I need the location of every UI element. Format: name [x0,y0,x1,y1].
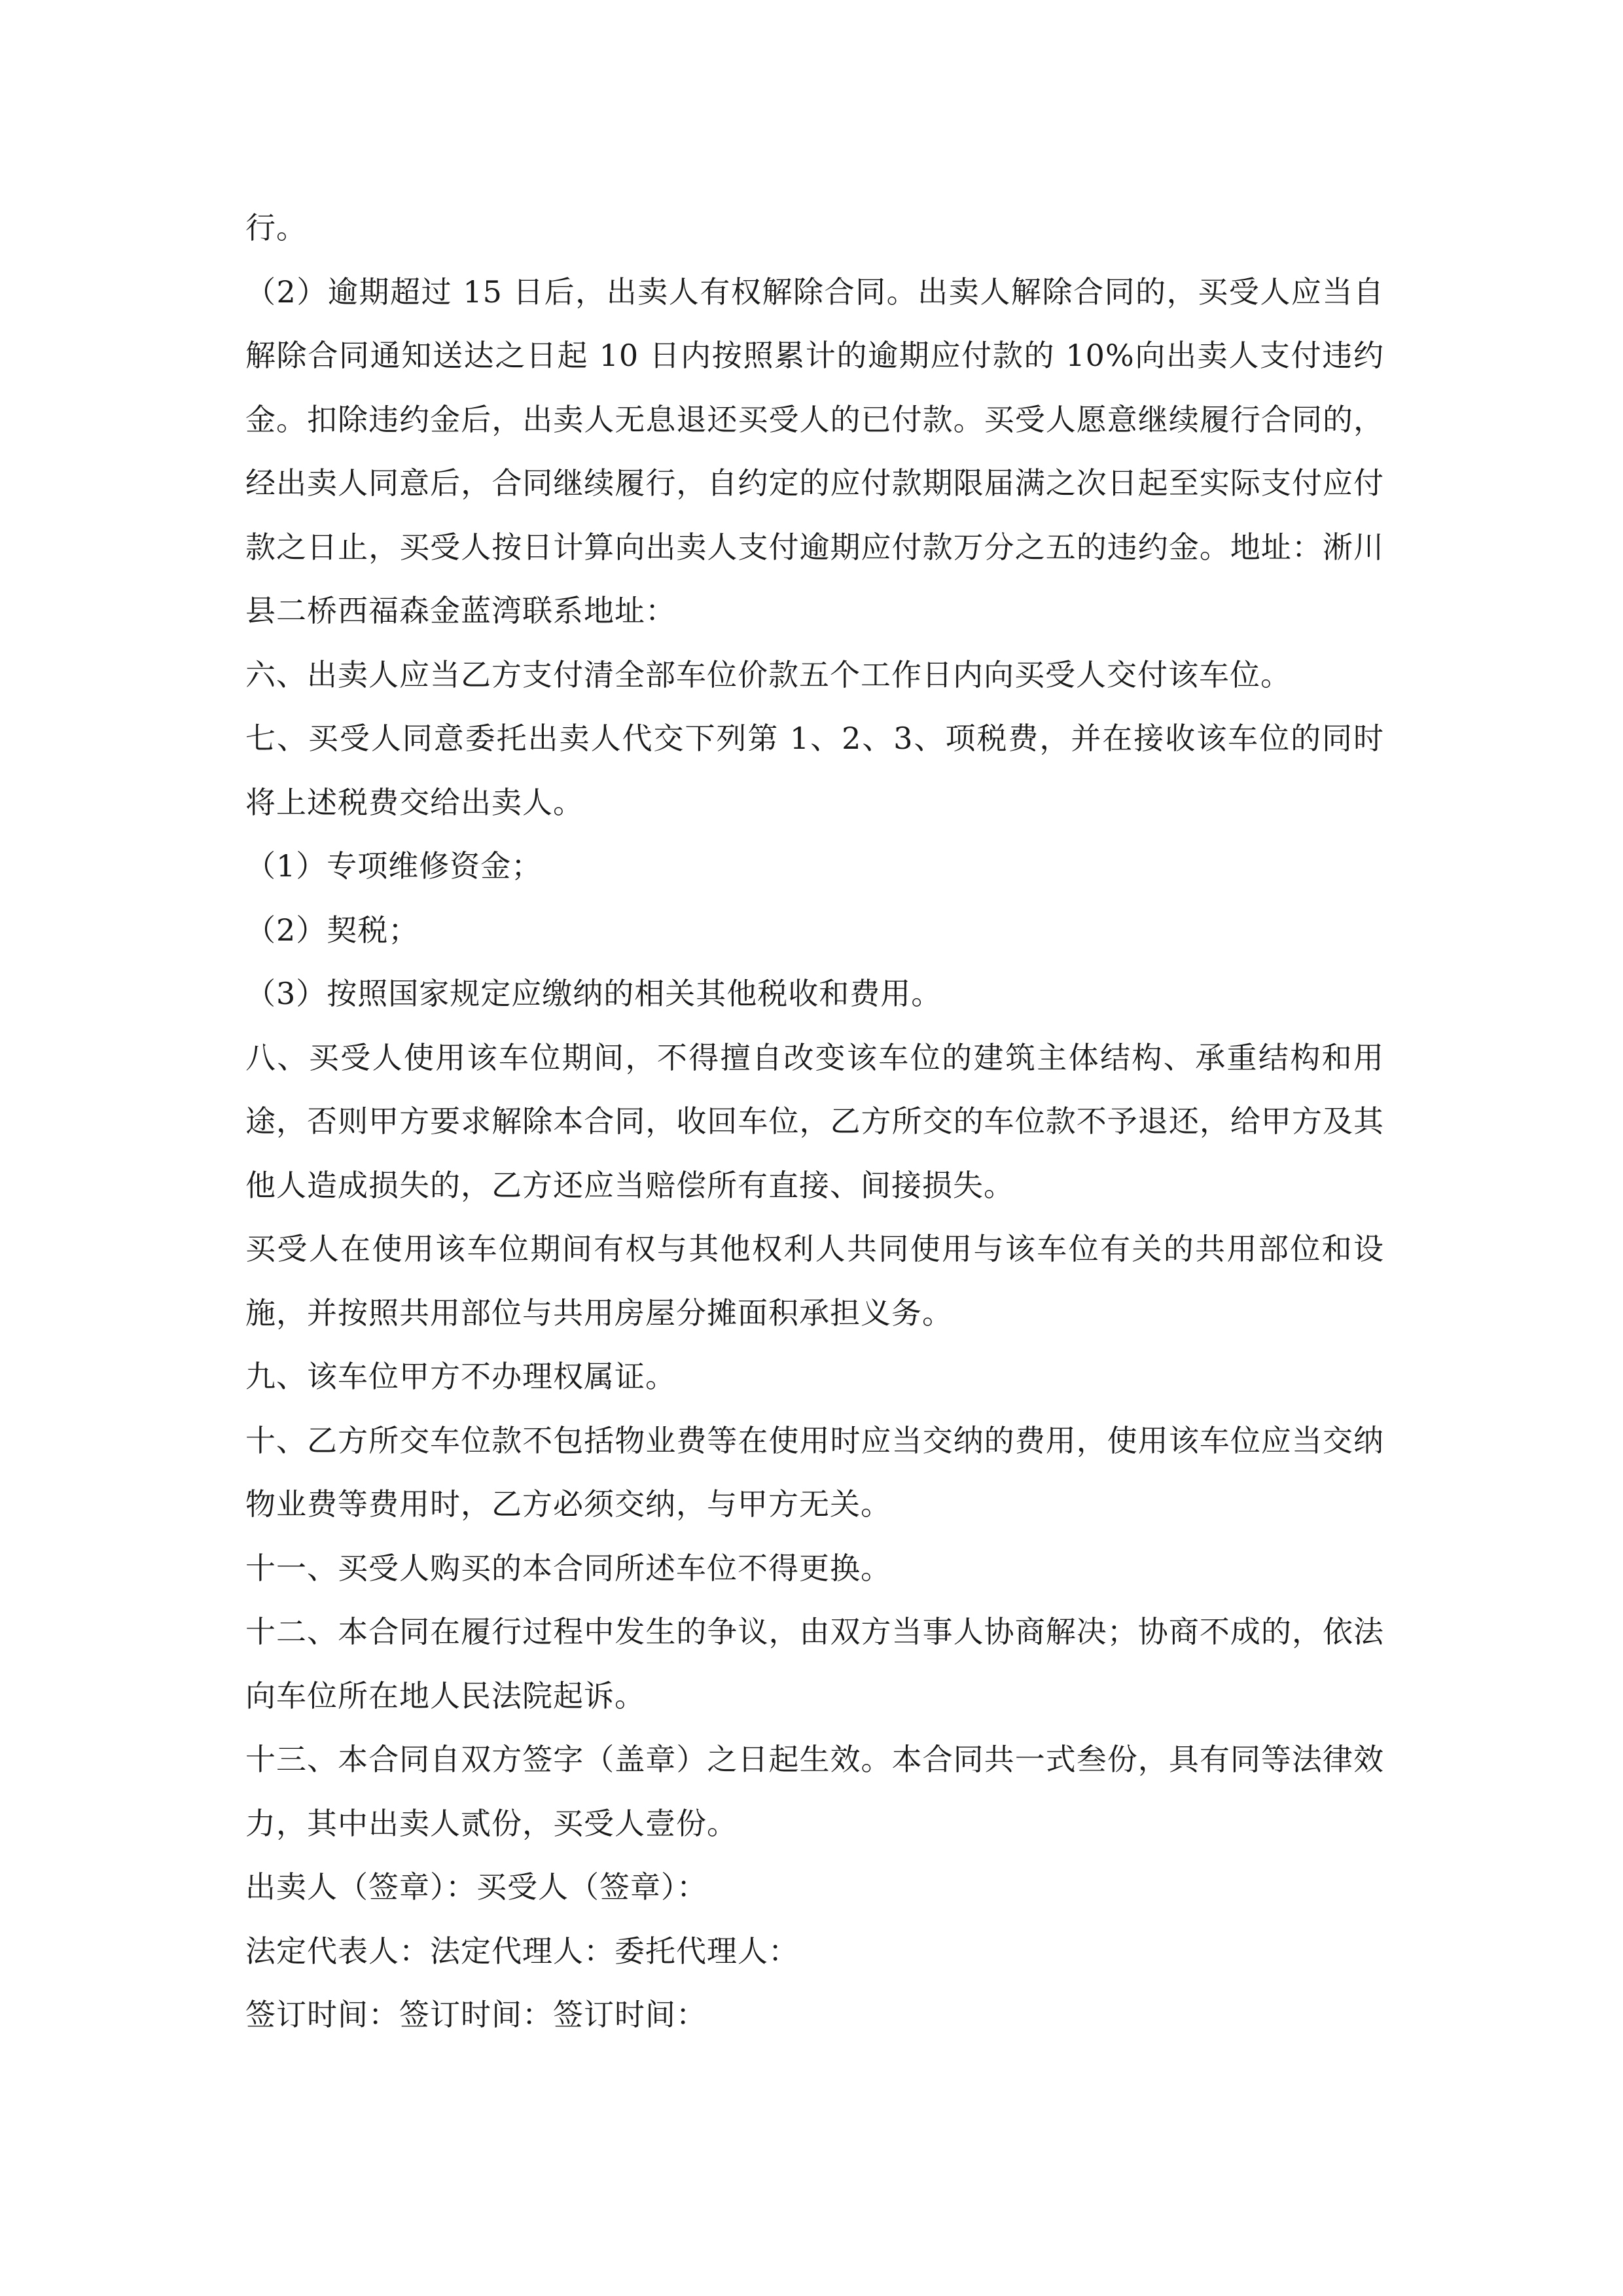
paragraph-article-8: 八、买受人使用该车位期间，不得擅自改变该车位的建筑主体结构、承重结构和用途，否则甲方要求解除本合同，收回车位，乙方所交的车位款不予退还，给甲方及其他人造成损失的，乙方还应当赔偿所有直接、间接损失。 [245,1039,1384,1203]
paragraph-article-9: 九、该车位甲方不办理权属证。 [245,1359,676,1394]
signature-line-dates: 签订时间：签订时间：签订时间： [245,1997,707,2032]
paragraph-article-6: 六、出卖人应当乙方支付清全部车位价款五个工作日内向买受人交付该车位。 [245,656,1291,692]
paragraph-shared-facilities: 买受人在使用该车位期间有权与其他权利人共同使用与该车位有关的共用部位和设施，并按照共用部位与共用房屋分摊面积承担义务。 [245,1231,1384,1331]
signature-line-representatives: 法定代表人：法定代理人：委托代理人： [245,1933,799,1969]
paragraph-article-7: 七、买受人同意委托出卖人代交下列第 1、2、3、项税费，并在接收该车位的同时将上述税费交给出卖人。 [245,721,1384,820]
paragraph-article-10: 十、乙方所交车位款不包括物业费等在使用时应当交纳的费用，使用该车位应当交纳物业费等费用时，乙方必须交纳，与甲方无关。 [245,1422,1384,1522]
document-body [245,196,1384,2047]
paragraph-item-maintenance-fund: （1）专项维修资金； [245,848,543,884]
paragraph-item-other-taxes: （3）按照国家规定应缴纳的相关其他税收和费用。 [245,976,942,1011]
paragraph-article-13: 十三、本合同自双方签字（盖章）之日起生效。本合同共一式叁份，具有同等法律效力，其中出卖人贰份，买受人壹份。 [245,1742,1384,1841]
paragraph-article-12: 十二、本合同在履行过程中发生的争议，由双方当事人协商解决；协商不成的，依法向车位所在地人民法院起诉。 [245,1614,1384,1713]
paragraph-continuation: 行。 [245,210,307,245]
paragraph-overdue-15-days: （2）逾期超过 15 日后，出卖人有权解除合同。出卖人解除合同的，买受人应当自解除合同通知送达之日起 10 日内按照累计的逾期应付款的 10%向出卖人支付违约金。扣除违约金后，出卖人无息退还买受人的已付款。买受人愿意继续履行合同的，经出卖人同意后，合同继续履行，自约定的应付款期限届满之次日起至实际支付应付款之日止，买受人按日计算向出卖人支付逾期应付款万分之五的违约金。地址：淅川县二桥西福森金蓝湾联系地址： [245,274,1384,628]
paragraph-article-11: 十一、买受人购买的本合同所述车位不得更换。 [245,1550,891,1586]
paragraph-item-deed-tax: （2）契税； [245,912,419,948]
signature-line-parties: 出卖人（签章）：买受人（签章）： [245,1869,707,1905]
